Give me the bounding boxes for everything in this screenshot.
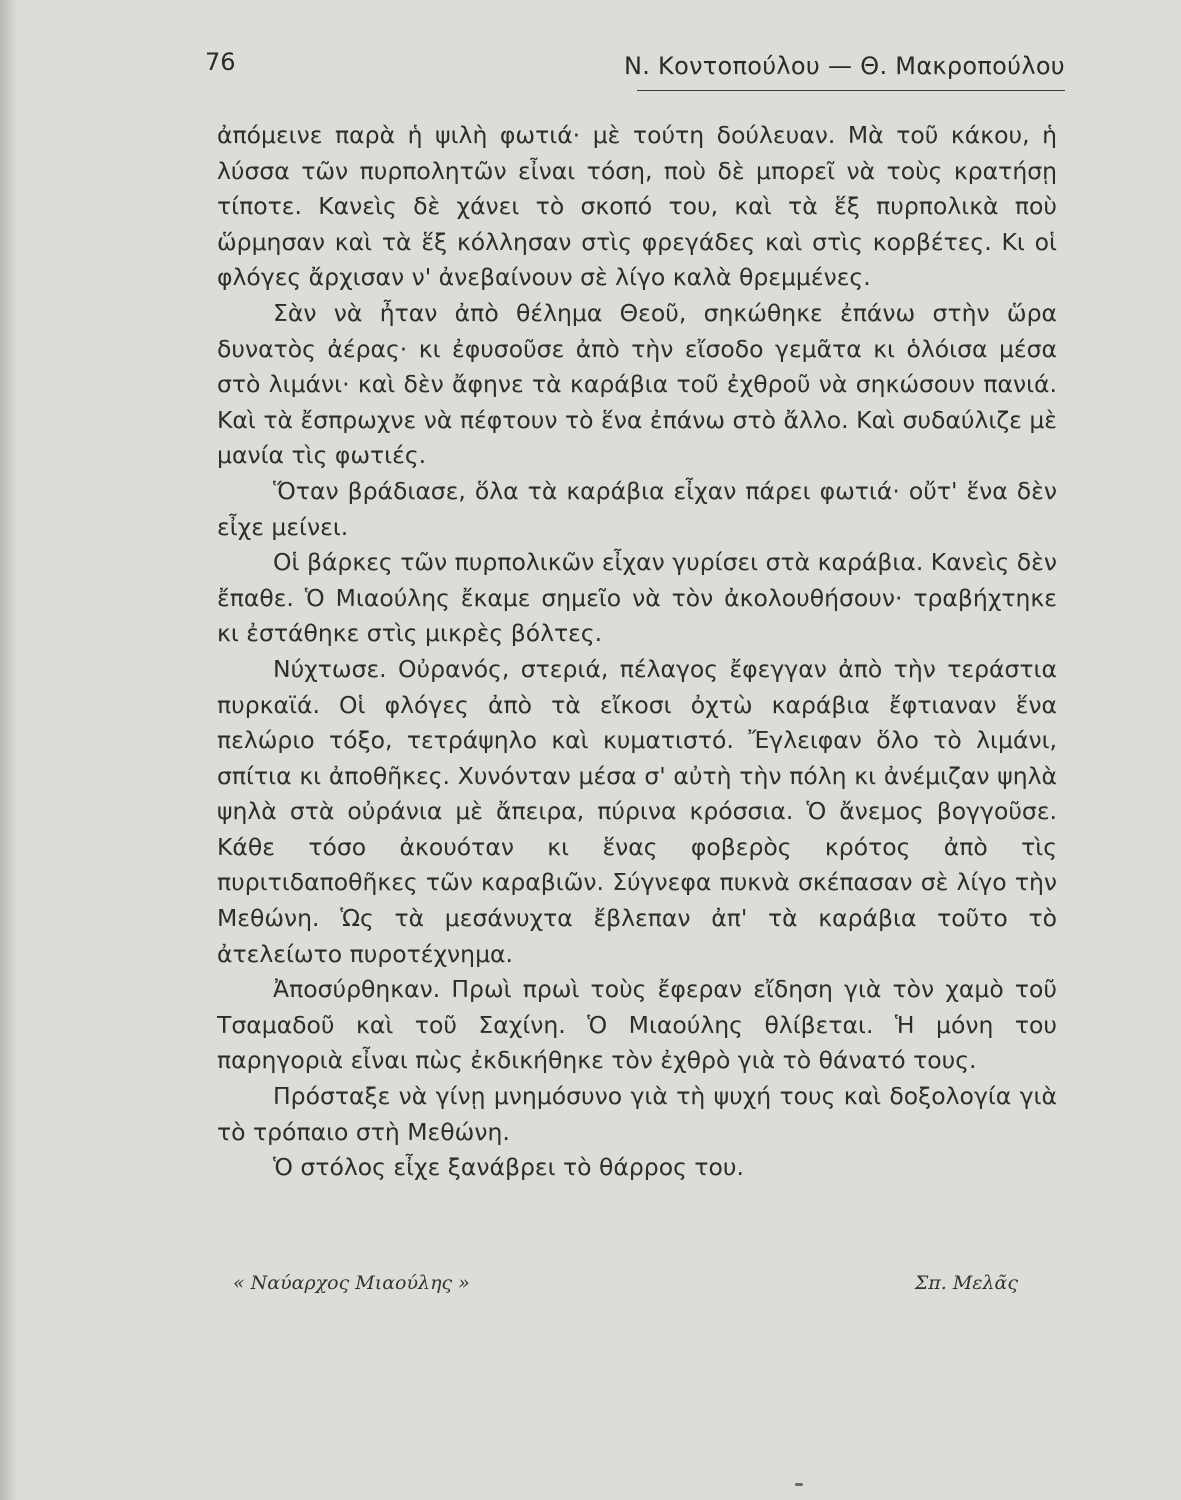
paper-speck bbox=[795, 1483, 803, 1486]
paragraph: Σὰν νὰ ἦταν ἀπὸ θέλημα Θεοῦ, σηκώθηκε ἐπάνω στὴν ὥρα δυνατὸς ἀέρας· κι ἐφυσοῦσε ἀπὸ τὴν εἴσοδο γεμᾶτα κι ὁλόισα μέσα στὸ λιμάνι· καὶ δὲν ἄφηνε τὰ καράβια τοῦ ἐχθροῦ νὰ σηκώσουν πανιά. Καὶ τὰ ἔσπρωχνε νὰ πέφτουν τὸ ἕνα ἐπάνω στὸ ἄλλο. Καὶ συδαύλιζε μὲ μανία τὶς φωτιές. bbox=[217, 298, 1057, 470]
body-text bbox=[217, 118, 1057, 1186]
page-gutter-shadow bbox=[0, 0, 18, 1500]
source-title: « Ναύαρχος Μιαούλης » bbox=[233, 1272, 470, 1294]
page-number: 76 bbox=[205, 48, 236, 76]
paragraph: Ὁ στόλος εἶχε ξανάβρει τὸ θάρρος του. bbox=[273, 1153, 744, 1182]
author-name: Σπ. Μελᾶς bbox=[914, 1272, 1018, 1294]
running-head: Ν. Κοντοπούλου — Θ. Μακροπούλου bbox=[623, 52, 1065, 80]
paragraph: Πρόσταξε νὰ γίνῃ μνημόσυνο γιὰ τὴ ψυχή τους καὶ δοξολογία γιὰ τὸ τρόπαιο στὴ Μεθώνη. bbox=[217, 1082, 1057, 1146]
paragraph: Ὅταν βράδιασε, ὅλα τὰ καράβια εἶχαν πάρει φωτιά· οὔτ' ἕνα δὲν εἶχε μείνει. bbox=[217, 476, 1057, 541]
paragraph: ἀπόμεινε παρὰ ἡ ψιλὴ φωτιά· μὲ τούτη δούλευαν. Μὰ τοῦ κάκου, ἡ λύσσα τῶν πυρπολητῶν εἶναι τόση, ποὺ δὲ μπορεῖ νὰ τοὺς κρατήσῃ τίποτε. Κανεὶς δὲ χάνει τὸ σκοπό του, καὶ τὰ ἕξ πυρπολικὰ ποὺ ὥρμησαν καὶ τὰ ἕξ κόλλησαν στὶς φρεγάδες καὶ στὶς κορβέτες. Κι οἱ φλόγες ἄρχισαν ν' ἀνεβαίνουν σὲ λίγο καλὰ θρεμμένες. bbox=[217, 121, 1057, 292]
attribution-line bbox=[233, 1272, 1018, 1304]
header-rule bbox=[637, 90, 1065, 91]
paragraph: Νύχτωσε. Οὐρανός, στεριά, πέλαγος ἔφεγγαν ἀπὸ τὴν τεράστια πυρκαϊά. Οἱ φλόγες ἀπὸ τὰ εἴκοσι ὀχτὼ καράβια ἔφτιαναν ἕνα πελώριο τόξο, τετράψηλο καὶ κυματιστό. Ἔγλειφαν ὅλο τὸ λιμάνι, σπίτια κι ἀποθῆκες. Χυνόνταν μέσα σ' αὐτὴ τὴν πόλη κι ἀνέμιζαν ψηλὰ ψηλὰ στὰ οὐράνια μὲ ἄπειρα, πύρινα κρόσσια. Ὁ ἄνεμος βογγοῦσε. Κάθε τόσο ἀκουόταν κι ἕνας φοβερὸς κρότος ἀπὸ τὶς πυριτιδαποθῆκες τῶν καραβιῶν. Σύγνεφα πυκνὰ σκέπασαν σὲ λίγο τὴν Μεθώνη. Ὡς τὰ μεσάνυχτα ἔβλεπαν ἀπ' τὰ καράβια τοῦτο τὸ ἀτελείωτο πυροτέχνημα. bbox=[217, 654, 1057, 968]
paragraph: Ἀποσύρθηκαν. Πρωὶ πρωὶ τοὺς ἔφεραν εἴδηση γιὰ τὸν χαμὸ τοῦ Τσαμαδοῦ καὶ τοῦ Σαχίνη. Ὁ Μιαούλης θλίβεται. Ἡ μόνη του παρηγοριὰ εἶναι πὼς ἐκδικήθηκε τὸν ἐχθρὸ γιὰ τὸ θάνατό τους. bbox=[217, 975, 1057, 1075]
paragraph: Οἱ βάρκες τῶν πυρπολικῶν εἶχαν γυρίσει στὰ καράβια. Κανεὶς δὲν ἔπαθε. Ὁ Μιαούλης ἔκαμε σημεῖο νὰ τὸν ἀκολουθήσουν· τραβήχτηκε κι ἐστάθηκε στὶς μικρὲς βόλτες. bbox=[217, 548, 1057, 648]
page-header bbox=[205, 48, 1065, 92]
